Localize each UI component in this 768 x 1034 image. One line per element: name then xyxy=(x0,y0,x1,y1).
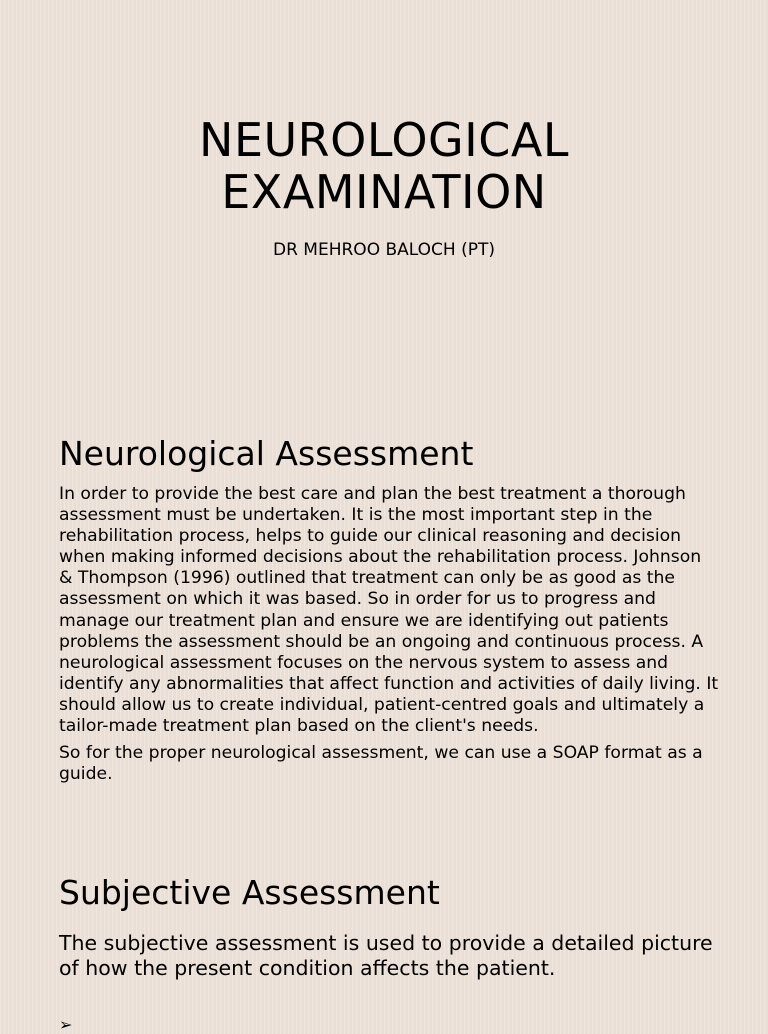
section-heading: Subjective Assessment xyxy=(59,873,440,912)
body-paragraph: So for the proper neurological assessment, we can use a SOAP format as a guide. xyxy=(59,743,703,785)
body-paragraph: The subjective assessment is used to provide a detailed picture of how the present condition affects the patient. xyxy=(59,931,713,980)
title-slide xyxy=(0,0,768,400)
title-line-1: NEUROLOGICAL xyxy=(199,113,569,167)
subjective-assessment-section xyxy=(59,873,719,981)
title-line-2: EXAMINATION xyxy=(221,165,547,219)
document-title xyxy=(0,114,768,218)
body-paragraph: In order to provide the best care and plan the best treatment a thorough assessment must be undertaken. It is the most important step in the rehabilitation process, helps to guide our clinical reasoning and decision when making informed decisions about the rehabilitation process. Johnson & Thompson (1996) outlined that treatment can only be as good as the assessment on which it was based. So in order for us to progress and manage our treatment plan and ensure we are identifying out patients problems the assessment should be an ongoing and continuous process. A neurological assessment focuses on the nervous system to assess and identify any abnormalities that affect function and activities of daily living. It should allow us to create individual, patient-centred goals and ultimately a tailor-made treatment plan based on the client's needs. xyxy=(59,484,719,737)
section-heading: Neurological Assessment xyxy=(59,434,474,473)
bullet-icon: ➢ xyxy=(59,1015,73,1034)
neurological-assessment-section xyxy=(59,434,719,791)
author-name: DR MEHROO BALOCH (PT) xyxy=(273,240,495,260)
